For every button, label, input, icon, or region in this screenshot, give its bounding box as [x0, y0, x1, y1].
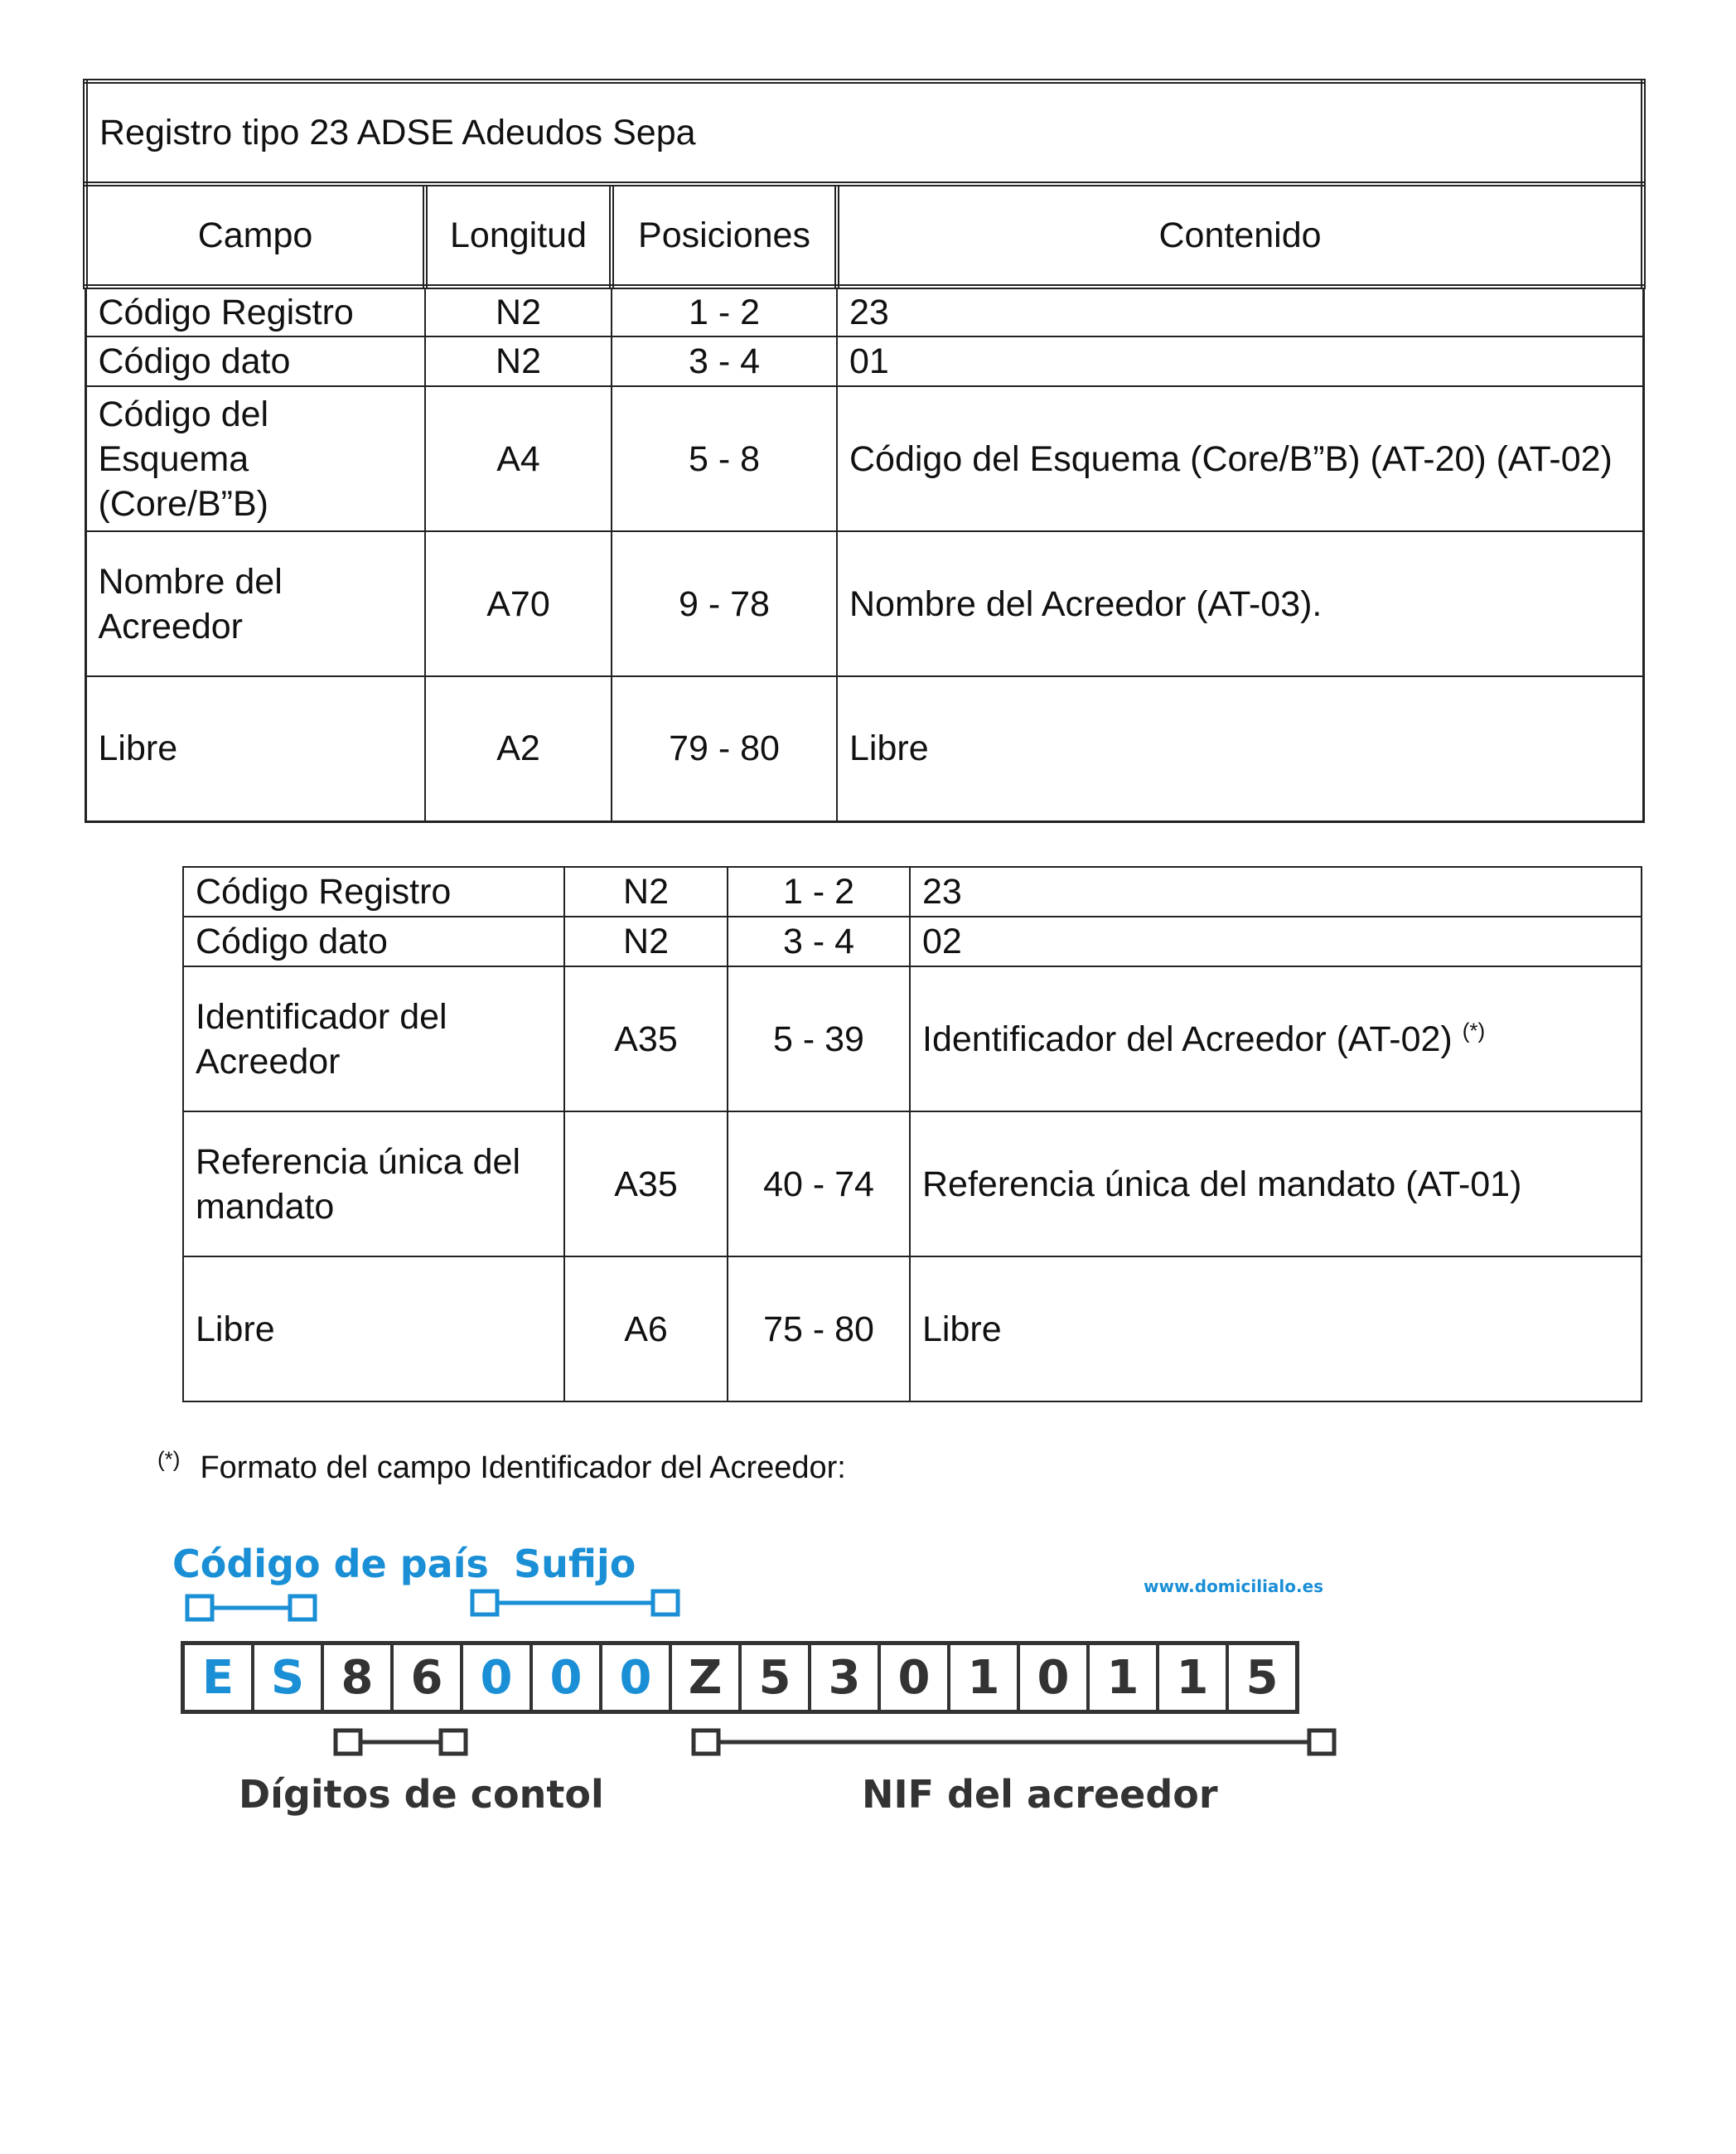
cell-contenido: [910, 966, 1642, 1111]
table-row: [85, 336, 1643, 386]
cell-longitud: A35: [564, 1111, 728, 1256]
char-box: 0: [460, 1645, 530, 1710]
cell-contenido: Libre: [837, 676, 1643, 821]
cell-posiciones: 1 - 2: [612, 287, 837, 336]
cell-posiciones: 40 - 74: [728, 1111, 910, 1256]
header-posiciones: Posiciones: [612, 184, 837, 287]
cell-campo: Identificador del Acreedor: [183, 966, 564, 1111]
cell-campo: Código Registro: [85, 287, 425, 336]
char-box: 5: [1226, 1645, 1295, 1710]
table-row: [85, 386, 1643, 531]
label-digitos-control: Dígitos de contol: [239, 1772, 604, 1817]
cell-contenido: Referencia única del mandato (AT-01): [910, 1111, 1642, 1256]
table-title: Registro tipo 23 ADSE Adeudos Sepa: [85, 81, 1643, 184]
char-box: Z: [669, 1645, 738, 1710]
cell-posiciones: 79 - 80: [612, 676, 837, 821]
char-box: 0: [599, 1645, 669, 1710]
char-box: 3: [808, 1645, 878, 1710]
cell-contenido-text: Identificador del Acreedor (AT-02): [922, 1019, 1453, 1059]
char-box: 0: [1017, 1645, 1086, 1710]
cell-contenido: 23: [910, 867, 1642, 917]
cell-campo: Libre: [85, 676, 425, 821]
char-box: 0: [530, 1645, 599, 1710]
table-row: [183, 1111, 1642, 1256]
char-box: 6: [390, 1645, 460, 1710]
cell-longitud: A35: [564, 966, 728, 1111]
bracket-sufijo: [472, 1591, 678, 1614]
char-box: 8: [321, 1645, 390, 1710]
registro-02-table: [182, 866, 1642, 1402]
footnote-mark: (*): [1462, 1018, 1486, 1043]
cell-campo: Referencia única del mandato: [183, 1111, 564, 1256]
cell-contenido: Código del Esquema (Core/B”B) (AT-20) (AT-02): [837, 386, 1643, 531]
registro-01-table: [83, 79, 1646, 823]
cell-longitud: A6: [564, 1256, 728, 1401]
char-box: 5: [738, 1645, 808, 1710]
table-row: [183, 867, 1642, 917]
cell-posiciones: 5 - 39: [728, 966, 910, 1111]
cell-posiciones: 3 - 4: [612, 336, 837, 386]
bracket-nif: [694, 1730, 1334, 1754]
cell-campo: Código del Esquema (Core/B”B): [85, 386, 425, 531]
cell-campo: Código dato: [183, 917, 564, 966]
table-row: [85, 287, 1643, 336]
watermark: www.domicilialo.es: [1144, 1576, 1324, 1596]
char-box: 1: [1086, 1645, 1156, 1710]
table-row: [183, 966, 1642, 1111]
bracket-digitos-control: [336, 1730, 466, 1754]
label-nif-acreedor: NIF del acreedor: [862, 1772, 1218, 1817]
footnote-mark: (*): [157, 1446, 181, 1472]
footnote: [157, 1446, 846, 1486]
creditor-id-boxes: [181, 1641, 1299, 1714]
cell-contenido: 02: [910, 917, 1642, 966]
cell-campo: Código Registro: [183, 867, 564, 917]
cell-longitud: N2: [564, 917, 728, 966]
cell-longitud: A70: [425, 531, 612, 676]
label-codigo-pais: Código de país: [172, 1542, 489, 1586]
cell-posiciones: 5 - 8: [612, 386, 837, 531]
char-box: E: [201, 1650, 235, 1705]
cell-contenido: Libre: [910, 1256, 1642, 1401]
cell-longitud: N2: [425, 287, 612, 336]
cell-longitud: N2: [564, 867, 728, 917]
char-box: S: [251, 1645, 321, 1710]
table-row: [183, 1256, 1642, 1401]
char-box: 1: [1156, 1645, 1226, 1710]
cell-campo: Código dato: [85, 336, 425, 386]
cell-contenido: 01: [837, 336, 1643, 386]
char-box: 1: [947, 1645, 1017, 1710]
creditor-id-format-diagram: [166, 1542, 1359, 1840]
cell-posiciones: 9 - 78: [612, 531, 837, 676]
cell-longitud: A4: [425, 386, 612, 531]
table-row: [85, 676, 1643, 821]
bracket-codigo-pais: [187, 1596, 315, 1619]
cell-longitud: A2: [425, 676, 612, 821]
cell-contenido: 23: [837, 287, 1643, 336]
header-longitud: Longitud: [425, 184, 612, 287]
char-box: 0: [878, 1645, 947, 1710]
cell-campo: Libre: [183, 1256, 564, 1401]
cell-posiciones: 75 - 80: [728, 1256, 910, 1401]
table-row: [183, 917, 1642, 966]
cell-contenido: Nombre del Acreedor (AT-03).: [837, 531, 1643, 676]
cell-campo: Nombre del Acreedor: [85, 531, 425, 676]
header-campo: Campo: [85, 184, 425, 287]
cell-posiciones: 1 - 2: [728, 867, 910, 917]
header-contenido: Contenido: [837, 184, 1643, 287]
label-sufijo: Sufijo: [514, 1542, 636, 1586]
table-row: [85, 531, 1643, 676]
cell-longitud: N2: [425, 336, 612, 386]
footnote-text: Formato del campo Identificador del Acreedor:: [200, 1450, 846, 1485]
cell-posiciones: 3 - 4: [728, 917, 910, 966]
